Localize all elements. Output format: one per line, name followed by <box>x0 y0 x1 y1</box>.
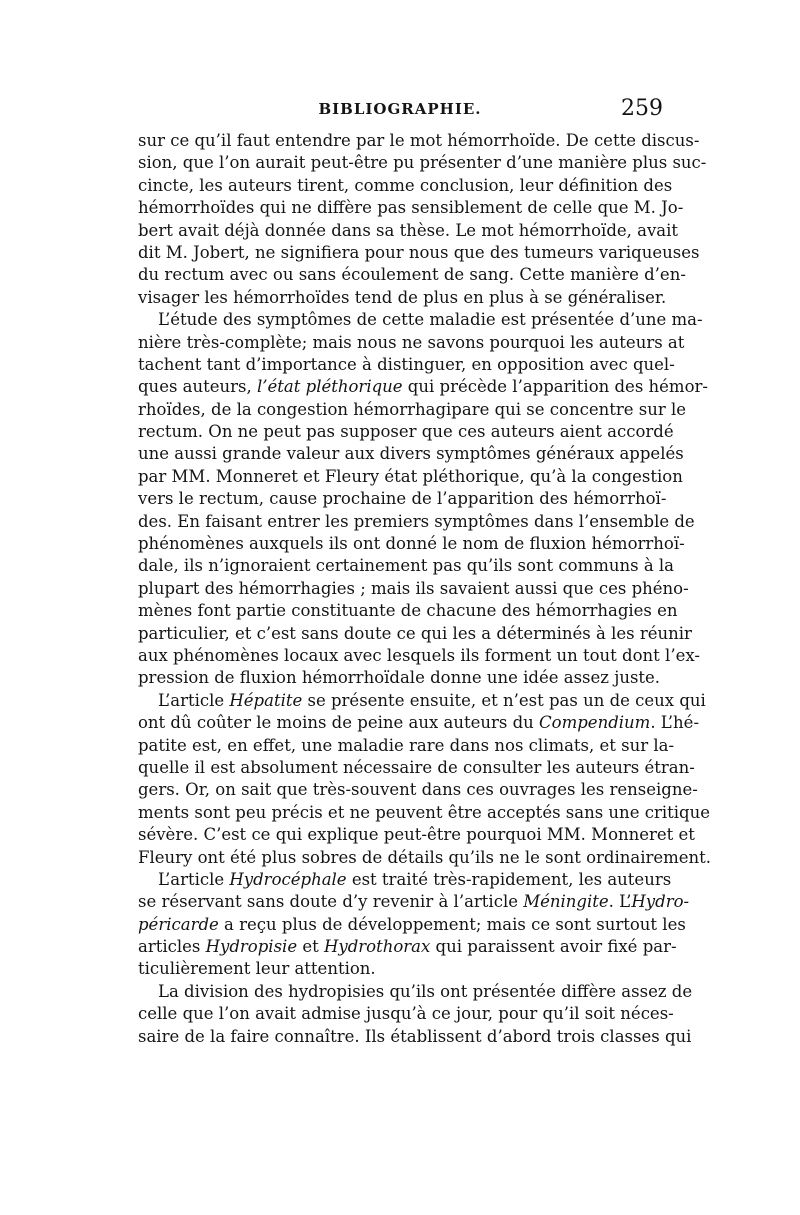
text-line <box>138 220 679 242</box>
text-run: par MM. Monneret et Fleury état pléthorique, qu’à la congestion <box>138 466 683 486</box>
text-line <box>138 443 684 465</box>
text-run: Fleury ont été plus sobres de détails qu’ils ne le sont ordinairement. <box>138 847 712 867</box>
text-run: celle que l’on avait admise jusqu’à ce jour, pour qu’il soit néces- <box>138 1004 674 1024</box>
text-run: bert avait déjà donnée dans sa thèse. Le mot hémorrhoïde, avait <box>138 220 679 240</box>
text-run: ont dû coûter le moins de peine aux auteurs du <box>138 713 540 733</box>
text-line <box>138 466 683 488</box>
text-line <box>138 332 685 354</box>
text-line <box>138 958 664 980</box>
body-text <box>138 130 712 1048</box>
text-run: particulier, et c’est sans doute ce qui les a déterminés à les réunir <box>138 623 692 643</box>
text-line <box>138 376 708 398</box>
text-run: plupart des hémorrhagies ; mais ils savaient aussi que ces phéno- <box>138 578 689 598</box>
text-run: ques auteurs, <box>138 377 257 397</box>
italic-term: Méningite <box>523 892 609 912</box>
text-run: sévère. C’est ce qui explique peut-être pourquoi MM. Monneret et <box>138 825 695 845</box>
text-run: ments sont peu précis et ne peuvent être acceptés sans une critique <box>138 802 710 822</box>
page-header <box>137 96 663 126</box>
text-run: . L’ <box>608 892 632 912</box>
text-line <box>138 511 695 533</box>
text-line <box>138 242 700 264</box>
text-line <box>138 130 700 152</box>
italic-term: Hydropisie <box>205 937 298 957</box>
text-run: . L’hé- <box>650 713 700 733</box>
text-line <box>138 824 695 846</box>
text-line <box>138 891 690 913</box>
text-run: cincte, les auteurs tirent, comme conclusion, leur définition des <box>138 175 673 195</box>
text-line <box>138 757 695 779</box>
text-line <box>138 354 675 376</box>
text-run: une aussi grande valeur aux divers symptômes généraux appelés <box>138 444 684 464</box>
text-line <box>138 309 703 331</box>
text-run: rhoïdes, de la congestion hémorrhagipare qui se concentre sur le <box>138 399 687 419</box>
italic-term: péricarde <box>138 914 219 934</box>
text-run: et <box>297 937 324 957</box>
text-run: du rectum avec ou sans écoulement de sang. Cette manière d’en- <box>138 265 686 285</box>
text-line <box>138 735 675 757</box>
text-line <box>138 578 689 600</box>
text-run: dit M. Jobert, ne signifiera pour nous que des tumeurs variqueuses <box>138 242 700 262</box>
text-line <box>138 667 664 689</box>
text-run: pression de fluxion hémorrhoïdale donne une idée assez juste. <box>138 668 661 688</box>
text-run: dale, ils n’ignoraient certainement pas qu’ils sont communs à la <box>138 556 675 576</box>
text-run: L’étude des symptômes de cette maladie est présentée d’une ma- <box>158 310 703 330</box>
text-line <box>138 869 672 891</box>
text-run: mènes font partie constituante de chacune des hémorrhagies en <box>138 601 678 621</box>
text-line <box>138 1026 692 1048</box>
text-run: qui paraissent avoir fixé par- <box>430 937 677 957</box>
text-run: La division des hydropisies qu’ils ont présentée diffère assez de <box>158 981 693 1001</box>
text-line <box>138 175 673 197</box>
text-run: sion, que l’on aurait peut-être pu présenter d’une manière plus suc- <box>138 153 707 173</box>
text-run: des. En faisant entrer les premiers symptômes dans l’ensemble de <box>138 511 695 531</box>
text-run: nière très-complète; mais nous ne savons pourquoi les auteurs at <box>138 332 685 352</box>
text-run: qui précède l’apparition des hémor- <box>402 377 708 397</box>
text-line <box>138 197 684 219</box>
running-title: BIBLIOGRAPHIE. <box>318 100 482 118</box>
italic-term: Hydro- <box>631 892 690 912</box>
text-line <box>138 802 710 824</box>
text-run: se présente ensuite, et n’est pas un de ceux qui <box>302 690 706 710</box>
text-line <box>138 712 700 734</box>
text-run: articles <box>138 937 206 957</box>
text-line <box>138 623 692 645</box>
text-line <box>138 152 707 174</box>
text-run: gers. Or, on sait que très-souvent dans ces ouvrages les renseigne- <box>138 780 698 800</box>
text-line <box>138 287 667 309</box>
italic-term: l’état pléthorique <box>257 377 403 397</box>
italic-term: Hydrocéphale <box>229 869 347 889</box>
text-line <box>138 600 678 622</box>
text-run: sur ce qu’il faut entendre par le mot hémorrhoïde. De cette discus- <box>138 131 700 150</box>
text-line <box>138 399 687 421</box>
text-line <box>138 555 675 577</box>
text-run: saire de la faire connaître. Ils établissent d’abord trois classes qui <box>138 1026 692 1046</box>
text-run: rectum. On ne peut pas supposer que ces auteurs aient accordé <box>138 422 674 442</box>
text-line <box>138 533 685 555</box>
text-line <box>138 914 686 936</box>
text-line <box>138 488 667 510</box>
text-line <box>138 1003 674 1025</box>
text-line <box>138 264 686 286</box>
text-run: est traité très-rapidement, les auteurs <box>346 869 672 889</box>
text-run: hémorrhoïdes qui ne diffère pas sensiblement de celle que M. Jo- <box>138 198 684 218</box>
text-line <box>138 779 698 801</box>
text-run: se réservant sans doute d’y revenir à l’article <box>138 892 524 912</box>
text-line <box>138 645 700 667</box>
italic-term: Hépatite <box>229 690 303 710</box>
text-run: a reçu plus de développement; mais ce sont surtout les <box>218 914 686 934</box>
italic-term: Compendium <box>539 713 651 733</box>
text-line <box>138 421 674 443</box>
text-line <box>138 981 693 1003</box>
text-run: L’article <box>158 869 230 889</box>
italic-term: Hydrothorax <box>323 937 431 957</box>
text-line <box>138 690 706 712</box>
text-line <box>138 847 712 869</box>
text-run: ticulièrement leur attention. <box>138 959 376 979</box>
text-run: phénomènes auxquels ils ont donné le nom de fluxion hémorrhoï- <box>138 534 685 554</box>
text-run: vers le rectum, cause prochaine de l’apparition des hémorrhoï- <box>138 489 667 509</box>
text-run: quelle il est absolument nécessaire de consulter les auteurs étran- <box>138 757 695 777</box>
text-run: tachent tant d’importance à distinguer, en opposition avec quel- <box>138 354 675 374</box>
page-number: 259 <box>621 96 663 121</box>
text-run: visager les hémorrhoïdes tend de plus en plus à se généraliser. <box>138 287 667 307</box>
text-run: patite est, en effet, une maladie rare dans nos climats, et sur la- <box>138 735 675 755</box>
text-run: aux phénomènes locaux avec lesquels ils forment un tout dont l’ex- <box>138 645 700 665</box>
text-run: L’article <box>158 690 230 710</box>
text-line <box>138 936 677 958</box>
